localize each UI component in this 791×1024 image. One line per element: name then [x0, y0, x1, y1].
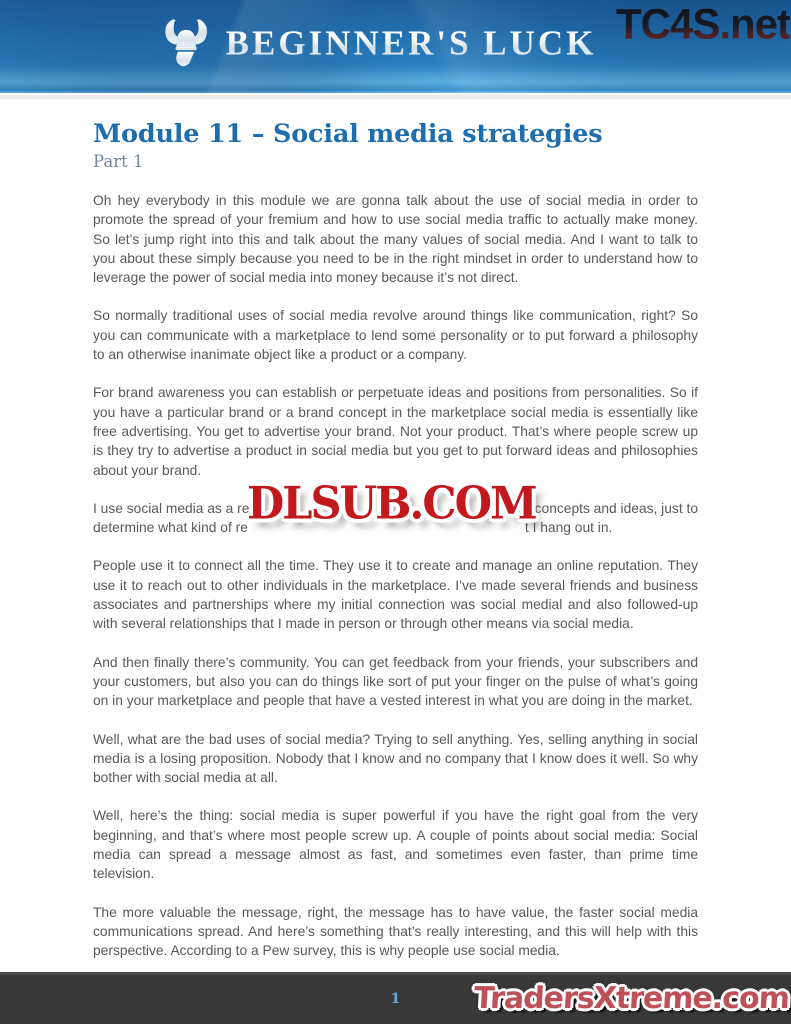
paragraph-2: So normally traditional uses of social media revolve around things like communication, right? So you can communicate with a marketplace to lend some personality or to put forward a philosophy to an otherwise inanimate object like a product or a company. [93, 308, 698, 363]
header-banner [0, 0, 791, 93]
paragraph-4-fragment: I use social media as a rese [93, 500, 265, 516]
page-title: Module 11 – Social media strategies [93, 119, 603, 149]
paragraph-1: Oh hey everybody in this module we are gonna talk about the use of social media in order to promote the spread of your fremium and how to use social media traffic to actually make money. So let’s jump right into this and talk about the many values of social media. And I want to talk to you about these simply because you need to be in the right mindset in order to understand how to leverage the power of social media into money because it’s not direct. [93, 193, 698, 286]
tc4s-site-watermark: TC4S.net [615, 0, 790, 48]
dlsub-watermark: DLSUB.COM [247, 477, 536, 530]
paragraph-4-fragment: determine what kind of re [93, 520, 248, 536]
footer-bar [0, 972, 791, 1024]
page-number: 1 [390, 991, 401, 1007]
tradersxtreme-watermark: TradersXtreme.com [473, 980, 790, 1016]
header-divider [0, 93, 791, 100]
document-content [93, 119, 698, 980]
paragraph-6: And then finally there’s community. You can get feedback from your friends, your subscribers and your customers, but also you can do things like sort of put your finger on the pulse of what’s going on in your marketplace and people that have a vested interest in what you are doing in the market. [93, 654, 698, 709]
paragraph-9: The more valuable the message, right, the message has to have value, the faster social media communications spread. And here’s something that’s really interesting, and this will help with this perspective. According to a Pew survey, this is why people use social media. [93, 904, 698, 959]
paragraph-3: For brand awareness you can establish or perpetuate ideas and positions from personalities. So if you have a particular brand or a brand concept in the marketplace social media is essentially like free advertising. You get to advertise your brand. Not your product. That’s where people screw up is they try to advertise a product in social media but you get to put forward ideas and philosophies about your brand. [93, 385, 698, 478]
paragraph-4-fragment: concepts and ideas, just to [534, 500, 698, 516]
viking-helmet-icon [160, 15, 212, 71]
logo-wordmark: BEGINNER'S LUCK [225, 23, 597, 63]
beginners-luck-logo [160, 15, 597, 71]
paragraph-5: People use it to connect all the time. They use it to create and manage an online reputation. They use it to reach out to other individuals in the marketplace. I’ve made several friends and business associates and partnerships where my initial connection was social medial and also followed-up with several relationships that I made in person or through other means via social media. [93, 558, 698, 632]
paragraph-7: Well, what are the bad uses of social media? Trying to sell anything. Yes, selling anything in social media is a losing proposition. Nobody that I know and no company that I know does it well. So why bother with social media at all. [93, 731, 698, 786]
paragraph-8: Well, here’s the thing: social media is super powerful if you have the right goal from the very beginning, and that’s where most people screw up. A couple of points about social media: Social media can spread a message almost as fast, and sometimes even faster, than prime time television. [93, 808, 698, 882]
paragraph-4-fragment: t I hang out in. [524, 520, 613, 536]
page-subtitle: Part 1 [93, 152, 144, 171]
